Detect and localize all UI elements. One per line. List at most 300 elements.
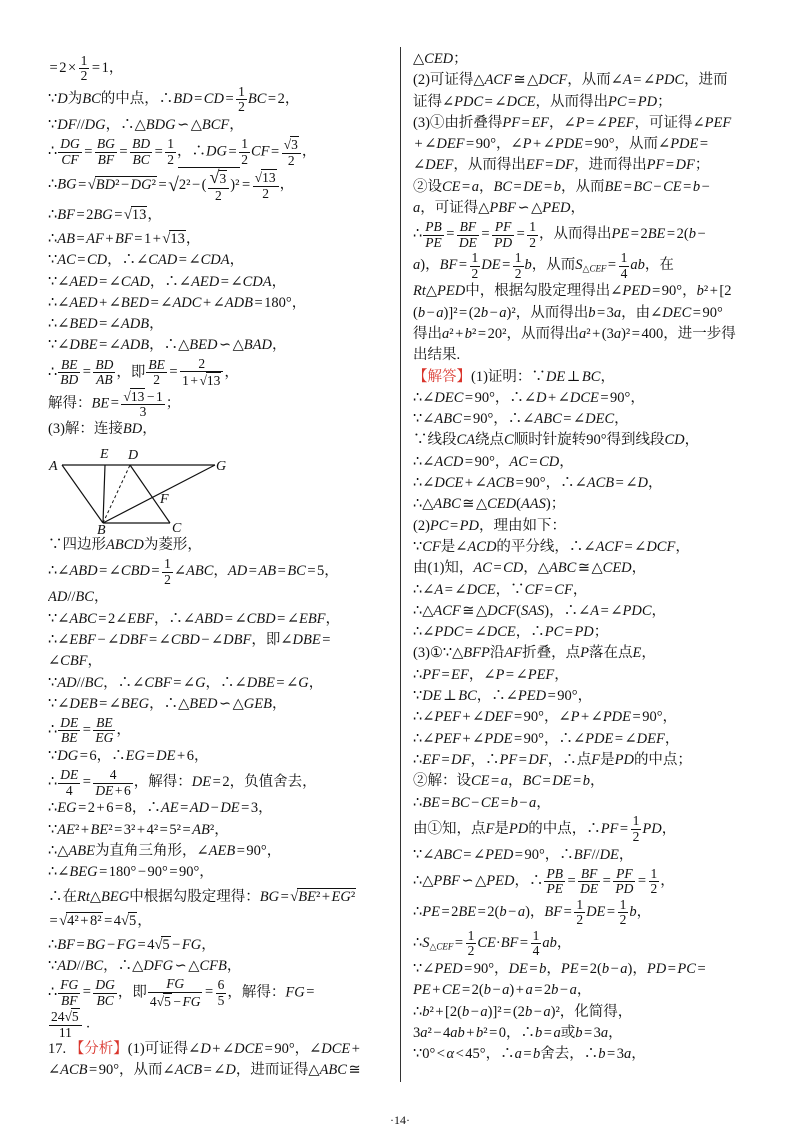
fraction <box>165 137 176 167</box>
fraction <box>79 54 90 84</box>
text-line: ∴ $\frac{DE}{BE}$ = $\frac{BE}{EG}$ ， <box>48 714 131 746</box>
math-operator: = <box>194 91 203 107</box>
math-operator: = <box>518 751 527 768</box>
text-line: ∠DEF，从而得出EF = DF，进而得出PF = DF； <box>413 157 710 174</box>
math-operator: = <box>169 364 178 381</box>
fraction <box>49 1008 82 1040</box>
figure-label-b: B <box>97 523 106 536</box>
math-variable: G <box>298 674 309 691</box>
square-root <box>290 889 356 905</box>
fraction <box>93 358 115 388</box>
math-variable: BC <box>82 91 101 107</box>
math-variable: PED <box>542 200 571 217</box>
math-operator: = <box>441 794 450 811</box>
math-variable: C <box>504 432 514 449</box>
math-variable: DF <box>451 751 471 768</box>
math-operator: = <box>114 800 124 817</box>
math-operator: = <box>119 143 128 160</box>
math-variable: FG <box>181 936 202 953</box>
math-variable: PC <box>544 624 564 641</box>
math-operator: = <box>513 709 523 726</box>
math-subscript: △CEF <box>582 264 607 275</box>
fraction-numerator: 1 <box>467 927 475 943</box>
figure-label-f: F <box>160 492 169 508</box>
text-line: = 2 × $\frac{1}{2}$ = 1， <box>49 53 124 84</box>
text-line: △CED； <box>413 51 468 67</box>
math-variable: DE <box>552 773 572 790</box>
math-variable: BG <box>96 136 115 152</box>
math-operator: + <box>432 982 441 999</box>
math-variable: PDE <box>602 709 632 726</box>
math-operator: − <box>489 304 498 321</box>
math-variable: ACF <box>595 538 623 555</box>
figure-label-d: D <box>128 448 139 464</box>
math-operator: + <box>152 231 161 248</box>
square-root <box>121 913 137 929</box>
math-operator: = <box>270 143 280 160</box>
math-variable: CEF <box>589 264 607 275</box>
math-operator: = <box>203 1062 212 1079</box>
fraction-numerator <box>58 137 82 153</box>
math-variable: CEF <box>436 941 454 952</box>
math-variable: A <box>590 602 600 619</box>
math-variable: PD <box>614 751 634 768</box>
text-line: ∵AD//BC，∴∠CBF = ∠G，∴∠DBE = ∠G， <box>48 674 324 691</box>
math-variable: CD <box>539 453 560 470</box>
math-variable: b <box>598 1046 606 1063</box>
fraction-numerator <box>208 168 230 189</box>
square-root <box>65 1009 80 1024</box>
math-subscript: △CEF <box>429 941 454 952</box>
right-column-text <box>413 49 767 1066</box>
fraction-denominator <box>613 882 635 897</box>
math-operator: = <box>607 257 617 274</box>
math-variable: F <box>485 820 495 837</box>
fraction-numerator: 1 <box>164 555 171 571</box>
math-operator: = <box>254 294 263 311</box>
math-operator: − <box>106 936 116 953</box>
math-variable: DE <box>60 714 79 730</box>
math-variable: ABC <box>319 1062 347 1079</box>
text-line: ∴ $\frac{FG}{BF}$ = $\frac{DG}{BC}$ ，即 $\frac{FG}{4√5 - FG}$ = $\frac{6}{5}$ ，解得：FG = <box>48 975 315 1009</box>
square-root <box>168 167 240 203</box>
text-line: a，可证得△PBF ∽ △PED， <box>413 200 585 217</box>
math-operator: = <box>583 1024 593 1041</box>
figure-line-ab <box>62 465 103 523</box>
math-operator: − <box>470 1003 479 1020</box>
fraction <box>613 867 635 897</box>
fraction-numerator <box>93 358 115 374</box>
math-operator: = <box>665 157 674 174</box>
fraction <box>162 557 173 587</box>
math-variable: PED <box>485 846 514 863</box>
math-variable: BC <box>75 589 94 606</box>
math-operator: = <box>82 774 91 791</box>
text-line: ∴∠PEF + ∠DEF = 90°，∠P + ∠PDE = 90°， <box>413 709 678 726</box>
text-line: ∴△ABC ≅ △CED(AAS)； <box>413 496 566 513</box>
math-operator: = <box>463 411 472 428</box>
math-variable: PF <box>600 820 619 837</box>
math-variable: ADB <box>120 316 150 333</box>
math-variable: PD <box>494 234 513 250</box>
math-operator: = <box>236 843 245 860</box>
math-operator: = <box>500 794 510 811</box>
math-variable: BF <box>57 207 75 224</box>
math-operator: = <box>652 283 661 300</box>
math-operator: + <box>592 325 601 342</box>
fraction-denominator: 2 <box>153 372 161 388</box>
math-operator: < <box>436 1046 445 1063</box>
math-variable: BC <box>84 957 104 974</box>
fraction-numerator: 1 <box>529 218 537 234</box>
fraction-numerator: 1 <box>471 249 479 265</box>
math-variable: CE <box>477 935 496 952</box>
math-variable: BF <box>459 218 477 234</box>
math-operator: ⊥ <box>566 368 581 385</box>
math-variable: BD <box>122 420 143 437</box>
radical-sign-icon: √ <box>283 137 292 153</box>
math-variable: ACF <box>484 72 512 89</box>
math-operator: = <box>99 864 108 881</box>
text-line: ∵CF是∠ACD的平分线，∴∠ACF = ∠DCF， <box>413 538 690 555</box>
math-variable: P <box>580 645 589 662</box>
text-line: ∵∠PED = 90°，DE = b，PE = 2(b − a)，PD = PC = <box>413 961 706 978</box>
text-line: 17. 【分析】(1)可证得∠D + ∠DCE = 90°，∠DCE + <box>48 1040 360 1057</box>
fraction <box>618 898 629 928</box>
fraction <box>457 220 479 250</box>
math-variable: PD <box>637 93 658 110</box>
math-operator: = <box>137 936 146 953</box>
math-variable: AE <box>160 800 179 817</box>
figure-label-g: G <box>216 459 227 475</box>
math-operator: ∽ <box>517 200 530 217</box>
fraction-numerator <box>148 977 203 993</box>
math-variable: FG <box>60 976 79 992</box>
fraction <box>578 867 600 897</box>
math-variable: DEF <box>425 157 454 174</box>
math-operator: − <box>471 794 480 811</box>
math-variable: PE <box>413 982 431 999</box>
math-operator: = <box>178 252 187 269</box>
square-root <box>154 937 170 953</box>
math-operator: + <box>464 475 474 492</box>
math-variable: ACB <box>586 475 615 492</box>
math-operator: = <box>534 982 543 999</box>
math-operator: = <box>564 624 573 641</box>
text-line: ∴△ABE为直角三角形，∠AEB = 90°， <box>48 843 282 860</box>
math-variable: PDC <box>454 93 484 110</box>
math-operator: = <box>545 157 554 174</box>
math-operator: = <box>489 1024 498 1041</box>
fraction <box>470 251 481 281</box>
math-operator: = <box>513 178 522 195</box>
math-variable: AED <box>191 273 220 290</box>
math-variable: a <box>613 325 622 342</box>
fraction <box>531 929 542 959</box>
math-variable: PED <box>486 873 515 890</box>
math-variable: b <box>510 794 518 811</box>
math-operator: = <box>481 226 490 243</box>
math-operator: + <box>580 709 590 726</box>
text-line: ∴BF = 2BG = √13， <box>48 207 162 224</box>
text-line: (b − a)]² = (2b − a)²，从而得出b = 3a，由∠DEC = 90° <box>413 304 723 321</box>
math-variable: EF <box>531 114 550 131</box>
math-variable: PF <box>502 114 521 131</box>
fraction <box>93 716 115 746</box>
fraction-denominator <box>58 153 82 168</box>
math-variable: a <box>471 178 479 195</box>
math-operator: = <box>99 695 108 712</box>
text-line: ∴BG = √BD² − DG² =√2² − ( $\frac{√3}{2}$ )² = $\frac{√13}{2}$ ， <box>48 167 295 203</box>
math-variable: DBE <box>292 631 321 648</box>
math-operator: + <box>80 912 89 929</box>
math-operator: = <box>78 800 87 817</box>
radicand: 13 <box>206 373 221 389</box>
math-variable: CBF <box>60 653 88 670</box>
math-operator: − <box>191 177 201 194</box>
math-variable: DBF <box>223 631 252 648</box>
fraction-numerator <box>146 358 167 374</box>
math-variable: FG <box>182 993 201 1009</box>
math-variable: PD <box>646 961 667 978</box>
left-column-text-bottom <box>48 535 394 1081</box>
math-variable: BE <box>298 888 316 905</box>
radicand: 13 <box>170 231 185 248</box>
math-operator: = <box>491 773 500 790</box>
math-operator: = <box>521 114 530 131</box>
math-operator: = <box>632 709 641 726</box>
math-variable: DF <box>675 157 695 174</box>
fraction-numerator: 2 <box>180 357 223 373</box>
math-operator: ≅ <box>462 496 475 513</box>
math-variable: CDA <box>242 273 272 290</box>
text-line: ∵∠DEB = ∠BEG，∴△BED ∽ △GEB， <box>48 695 287 712</box>
math-variable: A <box>434 581 444 598</box>
fraction-numerator <box>93 978 117 994</box>
math-operator: = <box>99 273 108 290</box>
math-variable: BD <box>95 176 116 193</box>
math-variable: BC <box>458 688 477 705</box>
math-variable: CDA <box>200 252 230 269</box>
radical-sign-icon: √ <box>156 993 165 1009</box>
column-divider <box>400 47 401 1082</box>
math-variable: D <box>536 389 547 406</box>
math-operator: + <box>177 748 186 765</box>
math-operator: − <box>697 226 706 243</box>
math-variable: ACB <box>60 1062 88 1079</box>
math-operator: = <box>151 563 160 580</box>
math-operator: = <box>615 475 624 492</box>
radical-sign-icon: √ <box>123 388 131 404</box>
math-operator: ∽ <box>461 873 474 890</box>
fraction-denominator: 4 <box>532 943 540 959</box>
math-variable: PF <box>616 865 633 881</box>
text-line: ∵线段CA绕点C顺时针旋转90°得到线段CD， <box>413 432 700 449</box>
math-operator: + <box>202 294 212 311</box>
math-operator: = <box>623 178 632 195</box>
math-variable: ABD <box>69 563 98 580</box>
math-operator: = <box>544 581 553 598</box>
math-operator: = <box>464 389 474 406</box>
math-variable: BE <box>148 356 165 372</box>
math-variable: b <box>588 304 596 321</box>
math-variable: BE <box>60 730 78 746</box>
math-variable: AED <box>69 273 98 290</box>
math-operator: = <box>76 936 85 953</box>
math-variable: CBD <box>170 631 200 648</box>
math-operator: = <box>666 226 676 243</box>
math-variable: DG <box>95 976 115 992</box>
text-line: ∴EF = DF，∴PF = DF，∴点F是PD的中点； <box>413 751 692 768</box>
math-operator: ∽ <box>218 337 232 354</box>
math-variable: BF <box>60 992 78 1008</box>
math-operator: = <box>503 1003 512 1020</box>
math-operator: = <box>544 178 553 195</box>
math-variable: DF <box>554 157 575 174</box>
fraction-numerator <box>578 867 600 883</box>
math-variable: DG <box>60 136 80 152</box>
math-variable: CAD <box>120 273 150 290</box>
math-operator: = <box>49 60 58 76</box>
fraction-numerator <box>544 867 565 883</box>
text-line: ∴在Rt△BEG中根据勾股定理得：BG = √BE² + EG² <box>48 888 356 905</box>
math-operator: = <box>458 257 467 274</box>
math-variable: BD <box>60 372 79 388</box>
math-variable: ADC <box>172 294 202 311</box>
fraction-numerator <box>95 137 117 153</box>
text-line: 解得：BE = $\frac{√13 - 1}{3}$ ； <box>48 388 181 420</box>
math-variable: CF <box>61 151 79 167</box>
figure-line-bg <box>103 465 215 523</box>
fraction <box>130 137 152 167</box>
text-line: ∵∠DBE = ∠ADB，∴△BED ∽ △BAD， <box>48 337 287 354</box>
math-variable: PDE <box>585 730 614 747</box>
fraction-denominator: 2 <box>467 943 475 959</box>
math-variable: ACF <box>433 602 461 619</box>
math-variable: DEC <box>662 304 692 321</box>
math-operator: = <box>563 411 572 428</box>
math-variable: BC <box>633 178 652 195</box>
math-variable: CF <box>422 538 441 555</box>
math-variable: CD <box>664 432 685 449</box>
math-operator: = <box>82 984 91 1001</box>
fraction-numerator: 1 <box>650 865 658 881</box>
math-operator: = <box>441 751 450 768</box>
text-line: $\therefore S_{\triangle CEF}$ = $\frac{1}{2}$ CE·BF = $\frac{1}{4}$ ab， <box>413 927 572 959</box>
math-operator: = <box>49 912 58 929</box>
text-line: ∠CBF， <box>48 653 103 670</box>
text-line: ∴∠BEG = 180° − 90° = 90°， <box>48 864 214 881</box>
math-variable: CED <box>424 51 454 67</box>
text-line: ∴b² + [2(b − a)]² = (2b − a)²，化简得， <box>413 1003 633 1020</box>
fraction-denominator: 2 <box>619 912 627 928</box>
math-variable: PE <box>546 881 563 897</box>
text-line: 3a² − 4ab + b² = 0，∴b = a或b = 3a， <box>413 1024 623 1041</box>
text-line: ∴PF = EF，∠P = ∠PEF， <box>413 666 569 683</box>
square-root <box>124 207 147 223</box>
math-operator: = <box>596 304 606 321</box>
math-operator: = <box>484 93 493 110</box>
math-variable: DCE <box>506 93 536 110</box>
math-variable: PE <box>425 234 442 250</box>
math-operator: = <box>99 563 108 580</box>
math-variable: DG <box>84 117 106 133</box>
radical-sign-icon: √ <box>64 1008 72 1024</box>
math-operator: = <box>606 904 616 921</box>
text-line: ∴AB = AF + BF = 1 + √13， <box>48 231 201 248</box>
math-variable: PED <box>517 688 547 705</box>
math-operator: − <box>559 982 569 999</box>
math-operator: + <box>515 982 524 999</box>
math-variable: DBF <box>119 631 148 648</box>
fraction <box>208 168 230 203</box>
math-operator: = <box>464 453 474 470</box>
math-variable: BF <box>573 846 592 863</box>
math-variable: S <box>422 935 430 952</box>
math-variable: ACB <box>486 475 515 492</box>
math-variable: BED <box>189 337 218 354</box>
math-variable: PD <box>615 881 634 897</box>
math-operator: = <box>692 304 701 321</box>
math-variable: a <box>500 773 508 790</box>
fraction-denominator: 3 <box>139 404 147 420</box>
math-variable: BE <box>422 794 440 811</box>
math-variable: a <box>613 304 622 321</box>
math-variable: P <box>575 114 585 131</box>
math-operator: − <box>172 936 181 953</box>
math-operator: − <box>492 982 501 999</box>
fraction-denominator: 2 <box>215 187 222 203</box>
math-operator: = <box>267 91 277 107</box>
fraction-numerator: 1 <box>514 249 522 265</box>
math-operator: = <box>667 961 676 978</box>
math-operator: = <box>248 563 257 580</box>
math-variable: E <box>632 645 642 662</box>
math-operator: < <box>455 1046 464 1063</box>
math-operator: + <box>212 1040 221 1057</box>
math-operator: − <box>426 304 435 321</box>
text-line: 证得∠PDC = ∠DCE，从而得出PC = PD； <box>413 93 672 110</box>
geometry-figure-rhombus <box>48 440 268 535</box>
math-variable: PB <box>425 218 442 234</box>
radical-sign-icon: √ <box>168 174 179 196</box>
fraction-numerator <box>282 136 301 154</box>
text-line: ∵D为BC的中点，∴BD = CD = $\frac{1}{2}$ BC = 2， <box>48 83 300 115</box>
math-variable: ABC <box>434 411 462 428</box>
fraction <box>423 220 444 250</box>
fraction <box>58 137 82 167</box>
math-variable: ACD <box>434 453 464 470</box>
text-line: ∴∠ABD = ∠CBD = $\frac{1}{2}$ ∠ABC，AD = AB = BC = 5， <box>48 555 339 587</box>
math-variable: DBE <box>246 674 275 691</box>
text-line: ∵四边形ABCD为菱形， <box>48 537 202 554</box>
math-variable: EG <box>57 800 77 817</box>
fraction-numerator <box>58 716 80 732</box>
math-operator: ∽ <box>174 957 187 974</box>
math-variable: a <box>436 304 444 321</box>
fraction-denominator <box>93 731 115 746</box>
square-root <box>199 373 221 388</box>
radicand: 13 <box>130 388 145 404</box>
math-variable: DE <box>156 748 176 765</box>
math-operator: = <box>514 846 523 863</box>
fraction-numerator: √13 − 1 <box>123 388 163 404</box>
math-variable: a <box>517 904 526 921</box>
math-variable: b <box>688 226 696 243</box>
math-variable: a <box>525 982 533 999</box>
math-variable: BF <box>544 904 563 921</box>
math-variable: b <box>692 178 701 195</box>
